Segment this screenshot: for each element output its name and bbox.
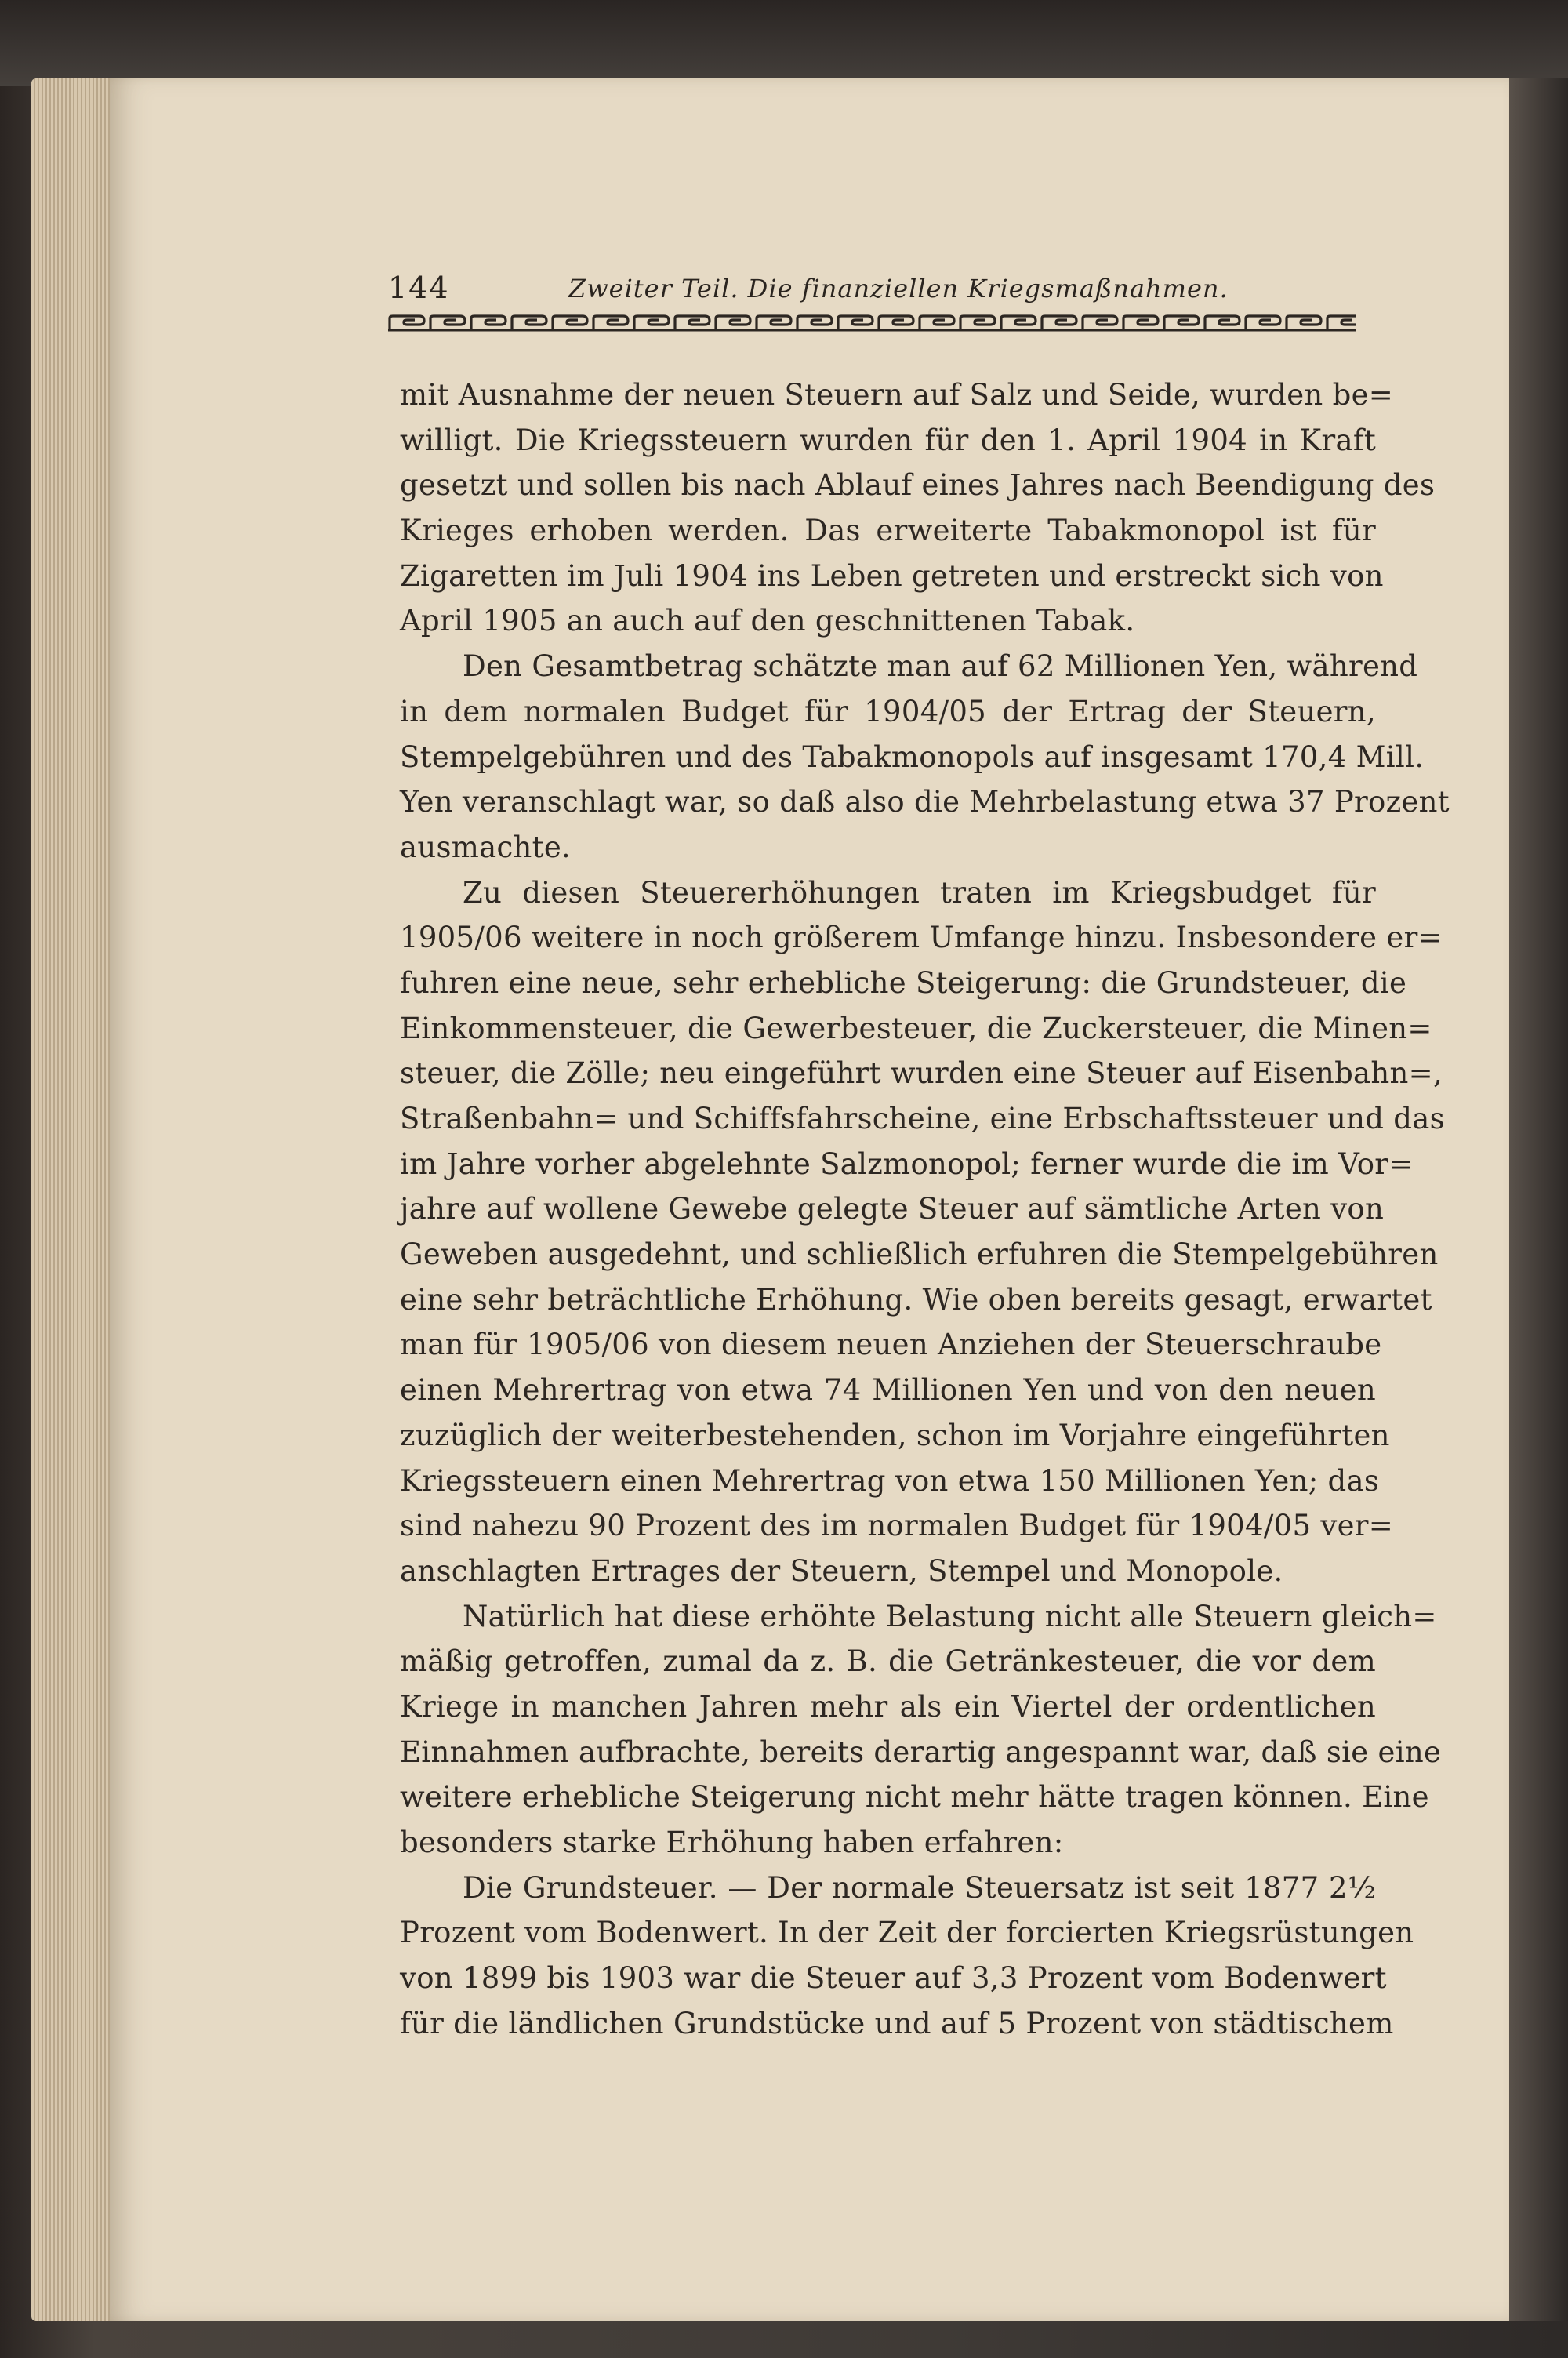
text-line: jahre auf wollene Gewebe gelegte Steuer auf sämtliche Arten von — [400, 1192, 1385, 1226]
text-line: Zigaretten im Juli 1904 ins Leben getreten und erstreckt sich von — [400, 558, 1384, 593]
text-line: Straßenbahn= und Schiffsfahrscheine, eine Erbschaftssteuer und das — [400, 1102, 1445, 1135]
text-line: anschlagten Ertrages der Steuern, Stempel und Monopole. — [400, 1553, 1283, 1588]
scanner-background — [0, 0, 1568, 86]
text-line: im Jahre vorher abgelehnte Salzmonopol; ferner wurde die im Vor= — [400, 1146, 1414, 1181]
text-line: für die ländlichen Grundstücke und auf 5 Prozent von städtischem — [400, 2006, 1394, 2040]
text-line: ausmachte. — [400, 830, 572, 864]
text-line: willigt. Die Kriegssteuern wurden für den 1. April 1904 in Kraft — [400, 423, 1376, 457]
text-line: Yen veranschlagt war, so daß also die Mehrbelastung etwa 37 Prozent — [400, 785, 1450, 819]
body-text — [400, 372, 1450, 2046]
text-line: Kriegssteuern einen Mehrertrag von etwa 150 Millionen Yen; das — [400, 1463, 1380, 1498]
text-line: einen Mehrertrag von etwa 74 Millionen Yen und von den neuen — [400, 1373, 1376, 1408]
decorative-border-ornament — [388, 314, 1356, 332]
text-line: mit Ausnahme der neuen Steuern auf Salz und Seide, wurden be= — [400, 378, 1394, 412]
text-line: Einnahmen aufbrachte, bereits derartig angespannt war, daß sie eine — [400, 1735, 1442, 1769]
page-header — [388, 271, 1431, 310]
page-number: 144 — [388, 271, 450, 305]
paragraph — [400, 1866, 1414, 2047]
text-line: sind nahezu 90 Prozent des im normalen Budget für 1904/05 ver= — [400, 1509, 1394, 1543]
text-line: April 1905 an auch auf den geschnittenen Tabak. — [400, 604, 1135, 638]
page-stack-edges — [31, 78, 118, 2321]
text-line: man für 1905/06 von diesem neuen Anziehen der Steuerschraube — [400, 1328, 1382, 1362]
text-line: Kriege in manchen Jahren mehr als ein Viertel der ordentlichen — [400, 1689, 1376, 1724]
text-line: Krieges erhoben werden. Das erweiterte Tabakmonopol ist für — [400, 514, 1376, 548]
text-line: zuzüglich der weiterbestehenden, schon im Vorjahre eingeführten — [400, 1418, 1390, 1452]
text-line: Geweben ausgedehnt, und schließlich erfuhren die Stempelgebühren — [400, 1237, 1439, 1272]
text-line: mäßig getroffen, zumal da z. B. die Getränkesteuer, die vor dem — [400, 1644, 1376, 1679]
text-line: Natürlich hat diese erhöhte Belastung nicht alle Steuern gleich= — [463, 1599, 1437, 1633]
text-line: in dem normalen Budget für 1904/05 der Ertrag der Steuern, — [400, 694, 1376, 728]
paragraph — [400, 870, 1445, 1594]
paragraph — [400, 1594, 1442, 1866]
text-line: eine sehr beträchtliche Erhöhung. Wie oben bereits gesagt, erwartet — [400, 1282, 1432, 1317]
book-spine-shadow — [1509, 78, 1568, 2321]
text-line: steuer, die Zölle; neu eingeführt wurden eine Steuer auf Eisenbahn=, — [400, 1056, 1443, 1091]
text-line: weitere erhebliche Steigerung nicht mehr hätte tragen können. Eine — [400, 1780, 1429, 1815]
text-line: Den Gesamtbetrag schätzte man auf 62 Millionen Yen, während — [463, 649, 1418, 684]
paragraph — [400, 372, 1436, 644]
paragraph — [400, 644, 1450, 870]
text-line: besonders starke Erhöhung haben erfahren: — [400, 1826, 1064, 1859]
text-line: gesetzt und sollen bis nach Ablauf eines Jahres nach Beendigung des — [400, 468, 1436, 503]
text-line: 1905/06 weitere in noch größerem Umfange hinzu. Insbesondere er= — [400, 921, 1443, 955]
text-line: von 1899 bis 1903 war die Steuer auf 3,3 Prozent vom Bodenwert — [400, 1961, 1387, 1996]
text-line: Prozent vom Bodenwert. In der Zeit der forcierten Kriegsrüstungen — [400, 1916, 1414, 1950]
text-line: Zu diesen Steuererhöhungen traten im Kriegsbudget für — [463, 875, 1376, 910]
text-line: Stempelgebühren und des Tabakmonopols auf insgesamt 170,4 Mill. — [400, 739, 1425, 774]
running-title: Zweiter Teil. Die finanziellen Kriegsmaßnahmen. — [568, 274, 1229, 303]
text-line: Die Grundsteuer. — Der normale Steuersatz ist seit 1877 2½ — [463, 1870, 1376, 1905]
text-line: fuhren eine neue, sehr erhebliche Steigerung: die Grundsteuer, die — [400, 965, 1407, 1000]
text-line: Einkommensteuer, die Gewerbesteuer, die Zuckersteuer, die Minen= — [400, 1011, 1432, 1045]
